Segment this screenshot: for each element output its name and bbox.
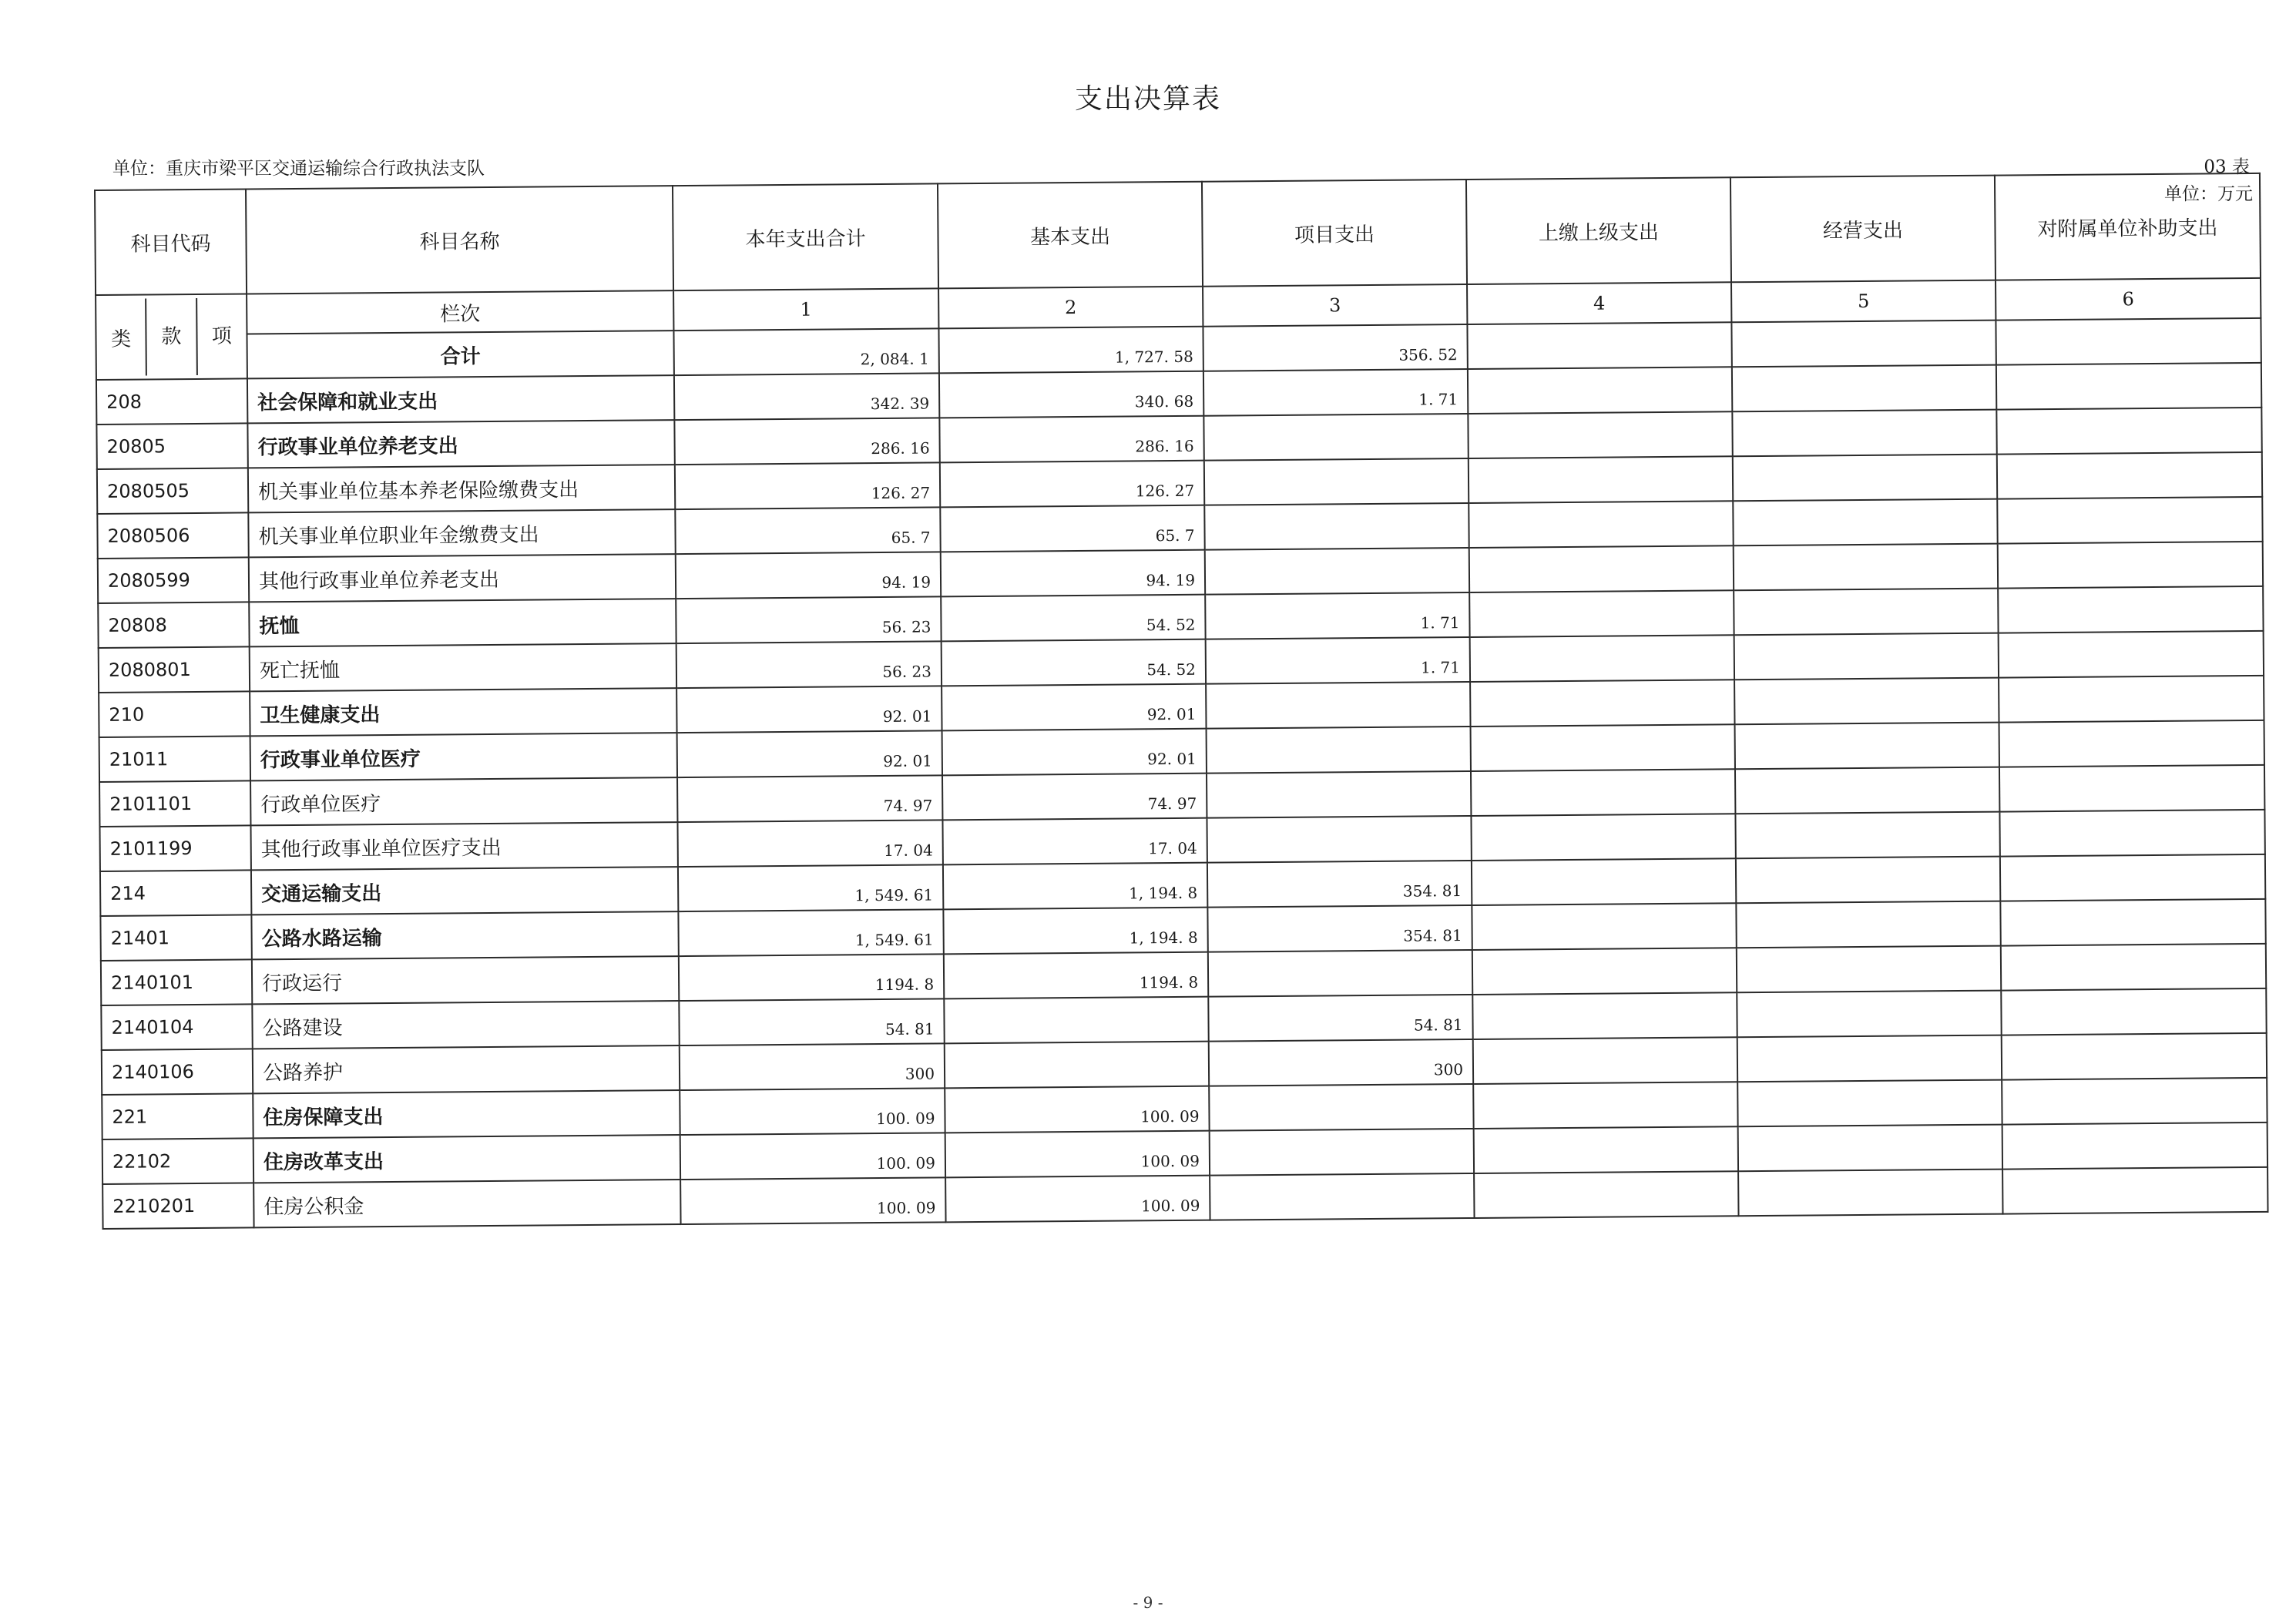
row-project: 1. 71 xyxy=(1206,637,1470,684)
row-code: 2140101 xyxy=(101,959,252,1005)
row-upper xyxy=(1470,635,1734,682)
row-basic: 1194. 8 xyxy=(944,952,1208,999)
row-project: 1. 71 xyxy=(1203,369,1468,416)
row-project xyxy=(1209,1084,1473,1131)
row-basic: 100. 09 xyxy=(945,1131,1210,1178)
row-name: 抚恤 xyxy=(249,599,676,646)
row-name: 公路水路运输 xyxy=(251,911,678,959)
header-row xyxy=(95,173,2261,295)
row-name: 其他行政事业单位医疗支出 xyxy=(250,822,677,870)
row-basic: 54. 52 xyxy=(942,639,1206,686)
row-basic: 74. 97 xyxy=(942,774,1207,821)
row-upper xyxy=(1471,814,1735,861)
row-name: 公路建设 xyxy=(252,1001,679,1049)
row-business xyxy=(1737,1080,2002,1127)
row-business xyxy=(1734,589,1998,636)
row-project: 300 xyxy=(1209,1039,1473,1086)
row-total: 1194. 8 xyxy=(679,954,944,1001)
row-project xyxy=(1210,1173,1474,1220)
row-project: 354. 81 xyxy=(1207,861,1472,908)
row-project xyxy=(1206,682,1470,729)
row-project: 354. 81 xyxy=(1207,905,1472,952)
row-subsidy xyxy=(2000,854,2265,901)
header-lanci: 栏次 xyxy=(247,290,673,334)
row-project xyxy=(1205,548,1469,595)
row-subsidy xyxy=(1996,363,2261,410)
row-upper xyxy=(1472,992,1737,1039)
header-subsidy: 对附属单位补助支出 xyxy=(1995,173,2261,280)
row-code: 20808 xyxy=(98,602,249,648)
row-business xyxy=(1737,1035,2002,1082)
row-project xyxy=(1207,727,1471,774)
row-code: 208 xyxy=(96,378,247,425)
row-business xyxy=(1735,723,1999,770)
row-name: 行政事业单位医疗 xyxy=(250,733,677,780)
row-business xyxy=(1732,365,1996,412)
row-upper xyxy=(1471,724,1735,771)
row-code: 2140106 xyxy=(102,1049,253,1095)
row-basic: 92. 01 xyxy=(942,684,1206,731)
row-name: 社会保障和就业支出 xyxy=(247,375,674,423)
row-basic: 286. 16 xyxy=(939,416,1203,463)
row-upper xyxy=(1469,501,1733,548)
row-total: 17. 04 xyxy=(677,820,942,867)
row-project xyxy=(1208,950,1472,997)
row-name: 卫生健康支出 xyxy=(250,688,676,736)
row-total: 100. 09 xyxy=(680,1133,945,1180)
header-kuan: 款 xyxy=(145,298,196,376)
row-name: 死亡抚恤 xyxy=(250,643,676,691)
row-total: 100. 09 xyxy=(680,1088,945,1135)
row-business xyxy=(1734,633,1999,680)
row-project: 1. 71 xyxy=(1205,592,1469,639)
row-total: 94. 19 xyxy=(676,552,941,599)
row-name: 交通运输支出 xyxy=(251,867,678,915)
row-code: 2101101 xyxy=(99,780,250,827)
row-code: 214 xyxy=(100,870,251,916)
row-subsidy xyxy=(1997,497,2262,544)
row-code: 20805 xyxy=(96,423,247,469)
row-basic: 126. 27 xyxy=(940,461,1204,508)
row-upper xyxy=(1474,1126,1738,1173)
total-project: 356. 52 xyxy=(1203,324,1467,371)
row-basic: 100. 09 xyxy=(945,1176,1210,1223)
expenditure-table xyxy=(94,173,2269,1230)
row-business xyxy=(1738,1125,2002,1172)
row-upper xyxy=(1471,769,1735,816)
row-basic: 1, 194. 8 xyxy=(943,908,1207,955)
row-code: 2080801 xyxy=(99,646,250,693)
row-total: 56. 23 xyxy=(676,641,942,688)
row-project xyxy=(1204,503,1469,550)
total-basic: 1, 727. 58 xyxy=(938,327,1203,374)
row-project xyxy=(1203,414,1468,461)
total-business xyxy=(1731,321,1996,367)
row-basic: 100. 09 xyxy=(945,1086,1209,1133)
row-upper xyxy=(1472,858,1736,905)
row-code: 210 xyxy=(99,691,250,737)
unit-organization: 单位：重庆市梁平区交通运输综合行政执法支队 xyxy=(112,159,485,179)
total-amount: 2, 084. 1 xyxy=(673,328,938,375)
row-total: 92. 01 xyxy=(677,730,942,777)
row-name: 住房保障支出 xyxy=(253,1090,680,1138)
table-number: 03 表 xyxy=(2204,157,2250,177)
row-name: 住房公积金 xyxy=(253,1180,680,1227)
row-business xyxy=(1733,499,1997,546)
row-subsidy xyxy=(2002,1123,2267,1170)
row-code: 22102 xyxy=(102,1138,253,1184)
currency-unit: 单位：万元 xyxy=(2164,184,2253,204)
row-total: 65. 7 xyxy=(675,507,940,554)
row-business xyxy=(1738,1170,2002,1217)
row-subsidy xyxy=(2001,988,2266,1035)
column-number-3: 3 xyxy=(1203,284,1467,327)
row-subsidy xyxy=(2002,1167,2267,1214)
row-upper xyxy=(1474,1171,1738,1218)
row-code: 2210201 xyxy=(102,1183,253,1229)
row-upper xyxy=(1470,680,1734,727)
row-business xyxy=(1735,767,1999,814)
row-total: 300 xyxy=(680,1043,945,1090)
page-title: 支出决算表 xyxy=(1074,83,1221,115)
row-business xyxy=(1737,946,2001,993)
row-subsidy xyxy=(2002,1078,2267,1125)
row-code: 21401 xyxy=(100,915,251,961)
row-upper xyxy=(1473,1037,1737,1084)
row-code: 2101199 xyxy=(99,825,250,871)
header-total: 本年支出合计 xyxy=(673,183,938,290)
row-subsidy xyxy=(1999,810,2264,857)
row-basic xyxy=(945,1042,1209,1089)
row-code: 2080506 xyxy=(97,512,248,559)
row-upper xyxy=(1472,948,1737,995)
lei-kuan-xiang-cell xyxy=(96,294,247,380)
row-upper xyxy=(1468,367,1732,414)
row-upper xyxy=(1472,903,1736,950)
total-subsidy xyxy=(1996,318,2261,365)
page-number: - 9 - xyxy=(1133,1593,1163,1612)
header-lei: 类 xyxy=(111,327,132,351)
row-name: 机关事业单位基本养老保险缴费支出 xyxy=(248,465,675,512)
header-upper: 上缴上级支出 xyxy=(1466,177,1731,284)
row-basic xyxy=(944,997,1208,1044)
row-business xyxy=(1737,991,2001,1038)
row-code: 2140104 xyxy=(101,1004,252,1050)
header-code: 科目代码 xyxy=(95,189,247,295)
row-subsidy xyxy=(1998,586,2263,633)
header-name: 科目名称 xyxy=(246,186,673,294)
row-project xyxy=(1204,458,1469,505)
row-basic: 94. 19 xyxy=(941,550,1205,597)
row-basic: 65. 7 xyxy=(940,505,1204,552)
row-business xyxy=(1734,678,1999,725)
row-business xyxy=(1733,455,1997,502)
row-subsidy xyxy=(1996,408,2261,455)
row-basic: 54. 52 xyxy=(941,595,1205,642)
row-basic: 17. 04 xyxy=(942,818,1207,865)
row-business xyxy=(1735,812,1999,859)
row-upper xyxy=(1469,456,1733,503)
row-subsidy xyxy=(2001,944,2266,991)
row-subsidy xyxy=(1997,452,2262,499)
row-code: 21011 xyxy=(99,736,250,782)
row-total: 74. 97 xyxy=(677,775,942,822)
row-basic: 340. 68 xyxy=(939,371,1203,418)
column-number-1: 1 xyxy=(673,288,938,331)
header-heji: 合计 xyxy=(247,331,673,378)
row-subsidy xyxy=(2002,1033,2267,1080)
row-name: 行政事业单位养老支出 xyxy=(247,420,674,468)
row-upper xyxy=(1469,590,1734,637)
header-business: 经营支出 xyxy=(1730,176,1996,283)
row-total: 1, 549. 61 xyxy=(678,909,943,956)
row-basic: 92. 01 xyxy=(942,729,1207,776)
row-project xyxy=(1210,1129,1474,1176)
expenditure-table-wrapper xyxy=(94,173,2267,1219)
row-name: 机关事业单位职业年金缴费支出 xyxy=(248,509,675,557)
column-number-5: 5 xyxy=(1731,280,1996,323)
row-total: 286. 16 xyxy=(674,418,939,465)
row-total: 1, 549. 61 xyxy=(678,864,943,911)
total-upper xyxy=(1467,322,1731,369)
header-project: 项目支出 xyxy=(1202,180,1467,287)
row-subsidy xyxy=(1999,676,2264,723)
row-total: 54. 81 xyxy=(679,998,944,1045)
row-project xyxy=(1207,816,1471,863)
row-total: 126. 27 xyxy=(675,462,940,509)
row-subsidy xyxy=(1999,631,2264,678)
row-name: 住房改革支出 xyxy=(253,1135,680,1183)
row-subsidy xyxy=(1999,720,2264,767)
row-project: 54. 81 xyxy=(1208,995,1472,1042)
row-upper xyxy=(1469,545,1734,592)
header-xiang: 项 xyxy=(196,297,247,375)
row-business xyxy=(1736,857,2000,904)
row-total: 100. 09 xyxy=(680,1177,945,1224)
row-total: 342. 39 xyxy=(674,373,939,420)
row-project xyxy=(1207,771,1471,818)
row-name: 公路养护 xyxy=(253,1045,680,1093)
row-name: 行政单位医疗 xyxy=(250,777,677,825)
row-upper xyxy=(1473,1082,1737,1129)
row-total: 56. 23 xyxy=(676,596,941,643)
row-code: 2080599 xyxy=(98,557,249,603)
row-name: 行政运行 xyxy=(252,956,679,1004)
row-subsidy xyxy=(1998,542,2263,589)
column-number-4: 4 xyxy=(1467,282,1731,324)
row-business xyxy=(1732,410,1996,457)
row-subsidy xyxy=(2000,899,2265,946)
row-name: 其他行政事业单位养老支出 xyxy=(249,554,676,602)
row-business xyxy=(1736,901,2000,948)
row-upper xyxy=(1468,411,1732,458)
column-number-2: 2 xyxy=(938,287,1203,329)
header-basic: 基本支出 xyxy=(938,182,1203,289)
row-business xyxy=(1734,544,1998,591)
row-code: 2080505 xyxy=(97,468,248,514)
row-subsidy xyxy=(1999,765,2264,812)
row-total: 92. 01 xyxy=(676,686,942,733)
row-basic: 1, 194. 8 xyxy=(943,863,1207,910)
column-number-6: 6 xyxy=(1996,278,2261,321)
row-code: 221 xyxy=(102,1093,253,1139)
